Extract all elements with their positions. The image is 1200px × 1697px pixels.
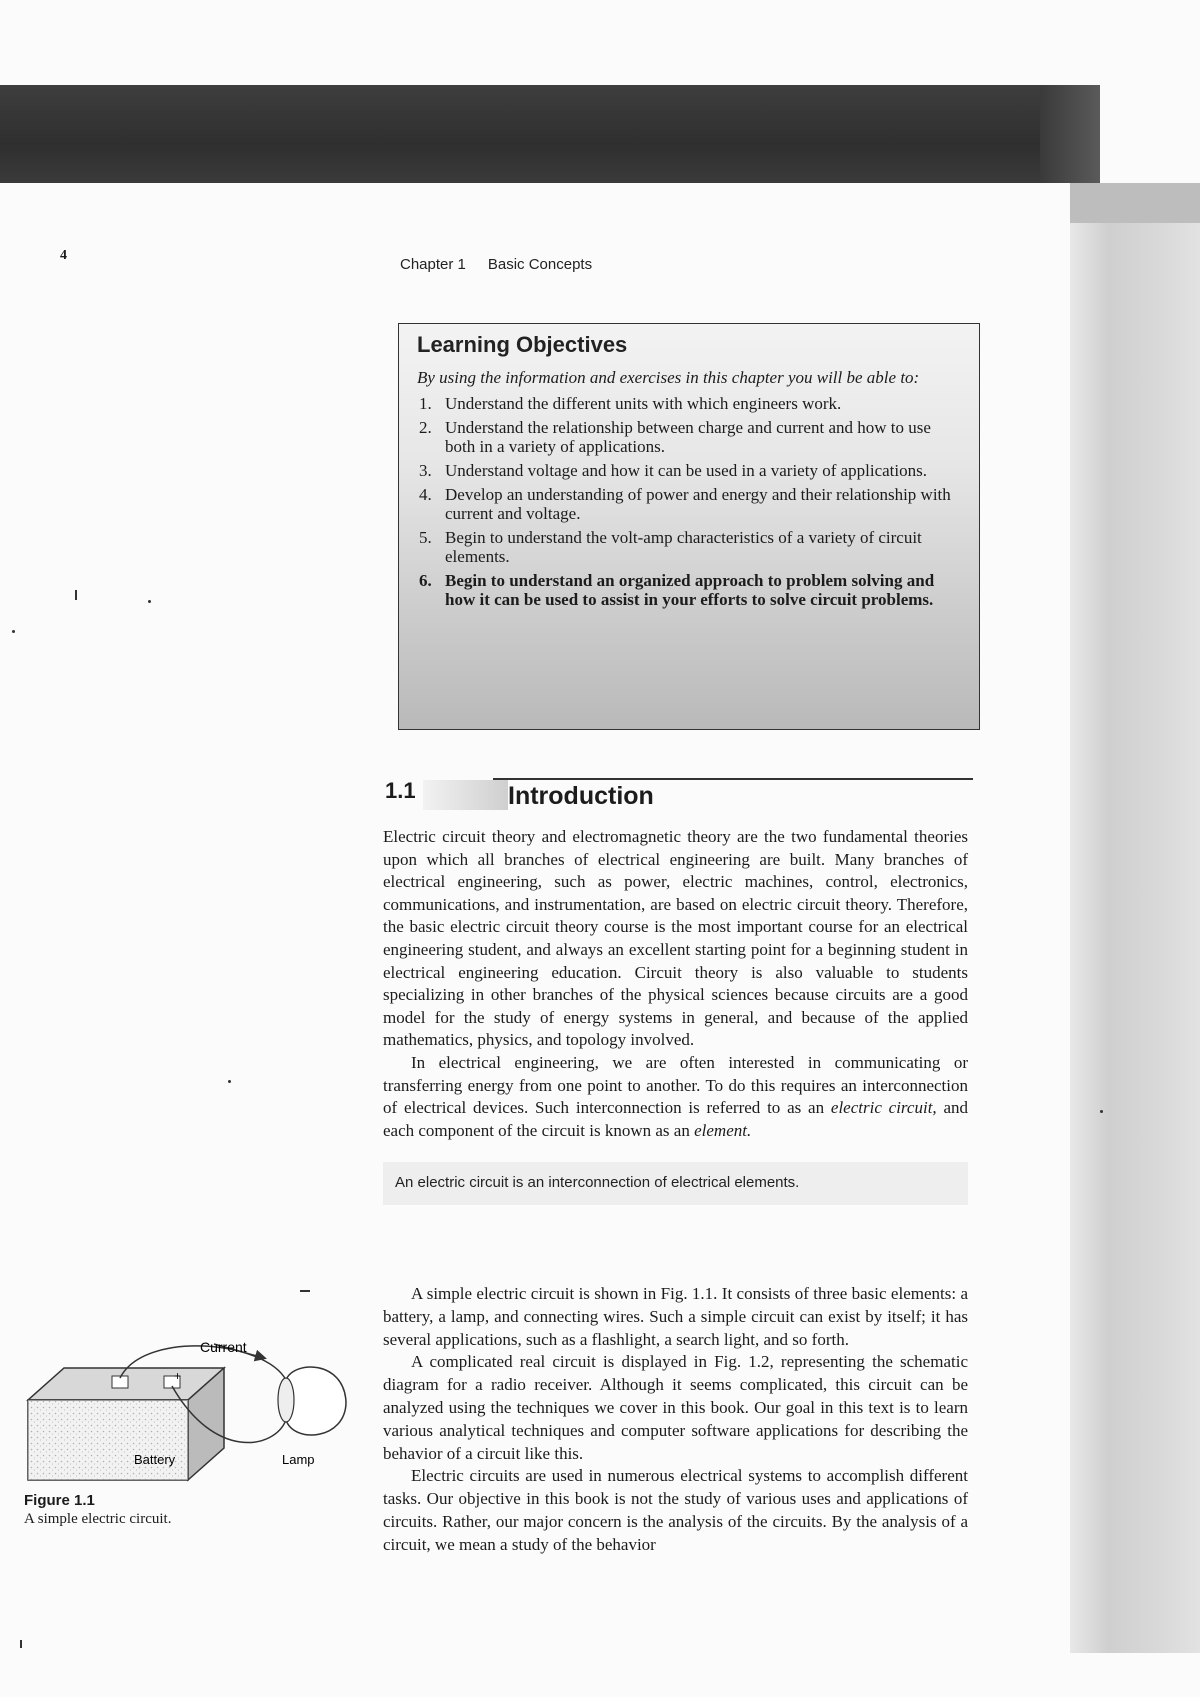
learning-objectives-title: Learning Objectives xyxy=(417,332,628,357)
page-gutter-shadow xyxy=(1070,183,1200,1653)
scan-dark-band-edge xyxy=(1040,85,1100,183)
section-title: Introduction xyxy=(508,782,654,810)
objective-item: 4. Develop an understanding of power and energy and their relationship with current and voltage. xyxy=(419,485,951,523)
figure-caption: A simple electric circuit. xyxy=(24,1511,172,1527)
objective-item: 1. Understand the different units with which engineers work. xyxy=(419,394,842,413)
objective-item: 5. Begin to understand the volt-amp characteristics of a variety of circuit elements. xyxy=(419,528,922,566)
scan-speck xyxy=(148,600,151,603)
scan-speck xyxy=(75,590,77,600)
objective-item: 6. Begin to understand an organized approach to problem solving and how it can be used to assist in your efforts to solve circuit problems. xyxy=(419,571,935,609)
body-text-upper xyxy=(383,826,968,1223)
scan-speck xyxy=(228,1080,231,1083)
scan-speck xyxy=(20,1640,22,1648)
scan-speck xyxy=(300,1290,310,1292)
section-number: 1.1 xyxy=(385,778,416,803)
running-head xyxy=(400,256,592,273)
page-gutter-shadow-top xyxy=(1070,183,1200,223)
paragraph: A simple electric circuit is shown in Fig. 1.1. It consists of three basic elements: a battery, a lamp, and connecting wires. Such a simple circuit can exist by itself; it has several applications, such as a flashlight, a search light, and so forth. xyxy=(383,1284,968,1349)
lamp-label: Lamp xyxy=(282,1452,315,1467)
term-electric-circuit: electric circuit, xyxy=(830,1098,937,1118)
objective-item: 3. Understand voltage and how it can be used in a variety of applications. xyxy=(419,461,927,480)
lamp-shape xyxy=(286,1367,346,1435)
objective-item: 2. Understand the relationship between charge and current and how to use both in a variety of applications. xyxy=(419,418,931,456)
body-text-lower xyxy=(383,1283,968,1557)
battery-label: Battery xyxy=(134,1452,176,1467)
scan-speck xyxy=(12,630,15,633)
section-heading xyxy=(383,778,973,812)
figure-1-1 xyxy=(24,1340,354,1600)
section-rule xyxy=(493,778,973,780)
learning-objectives-intro: By using the information and exercises in this chapter you will be able to: xyxy=(417,368,920,387)
paragraph: A complicated real circuit is displayed in Fig. 1.2, representing the schematic diagram for a radio receiver. Although it seems complicated, this circuit can be analyzed using the techniques we cover in this book. Our goal in this text is to learn various analytical techniques and computer software applications for describing the behavior of a circuit like this. xyxy=(383,1352,968,1463)
battery-lamp-illustration xyxy=(24,1340,354,1490)
scan-dark-band xyxy=(0,85,1040,183)
learning-objectives-list xyxy=(417,394,961,609)
definition-callout: An electric circuit is an interconnection of electrical elements. xyxy=(383,1162,968,1205)
page-number: 4 xyxy=(60,248,67,263)
paragraph: Electric circuits are used in numerous electrical systems to accomplish different tasks. Our objective in this book is not the study of various uses and applications of circuits. Rather, our major concern is the analysis of the circuits. By the analysis of a circuit, we mean a study of the behavior xyxy=(383,1466,968,1554)
paragraph: In electrical engineering, we are often interested in communicating or transferring energy from one point to another. To do this requires an interconnection of electrical devices. Such interconnection is referred to as an electric circuit, and each component of the circuit is known as an element. xyxy=(383,1052,969,1140)
running-head-chapter: Chapter 1 xyxy=(400,256,466,273)
svg-text:+: + xyxy=(174,1369,182,1383)
scan-speck xyxy=(1100,1110,1103,1113)
section-number-shade xyxy=(423,780,508,810)
learning-objectives-box xyxy=(398,323,980,730)
term-element: element. xyxy=(694,1120,752,1140)
figure-label: Figure 1.1 xyxy=(24,1492,95,1509)
paragraph: Electric circuit theory and electromagnetic theory are the two fundamental theories upon which all branches of electrical engineering are built. Many branches of electrical engineering, such as power, electric machines, control, electronics, communications, and instrumentation, are based on electric circuit theory. Therefore, the basic electric circuit theory course is the most important course for an electrical engineering student, and always an excellent starting point for a beginning student in electrical engineering education. Circuit theory is also valuable to students specializing in other branches of the physical sciences because circuits are a good model for the study of energy systems in general, and because of the applied mathematics, physics, and topology involved. xyxy=(383,827,968,1050)
current-label: Current xyxy=(200,1340,247,1355)
running-head-title: Basic Concepts xyxy=(487,256,593,273)
